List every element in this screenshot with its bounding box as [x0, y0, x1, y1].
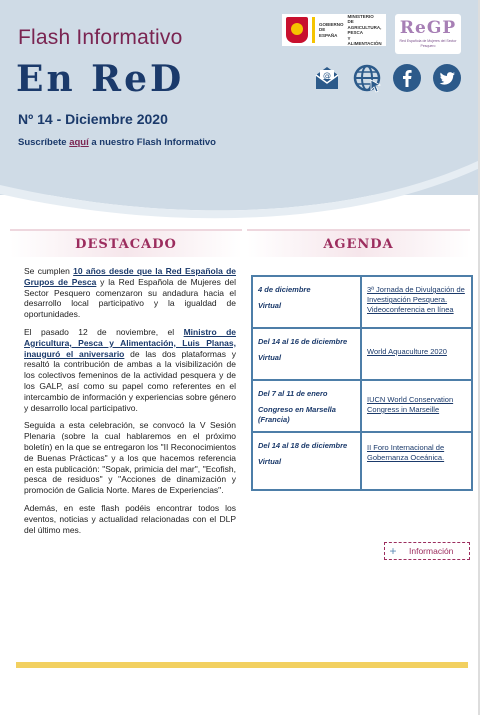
p1-text-b: y la Red Española de Mujeres del Sector Pesquero comenzaron su andadura hacia el desarrollo local participativo y la igualdad de oportunidades.	[24, 276, 236, 320]
destacado-paragraph-1	[24, 266, 236, 320]
email-icon[interactable]	[312, 63, 342, 93]
destacado-paragraph-3: Seguida a esta celebración, se convocó la V Sesión Plenaria (sobre la cual hablaremos en el próximo boletín) en la que se entregaron los "II Reconocimientos de Buenas Prácticas" y a los que hacemos referencia en esta publicación: "Sopak, primicia del mar", "Ecofish, pesca de residuos" y "Acciones de dinamización y promoción de Galicia Norte. Mares de Experiencias".	[24, 420, 236, 496]
agenda-row	[253, 433, 471, 489]
regp-logo-sub: Red Española de Mujeres del Sector Pesquero	[399, 39, 457, 48]
twitter-icon[interactable]	[432, 63, 462, 93]
more-information-label: Información	[409, 546, 454, 556]
agenda-event-link[interactable]: II Foro Internacional de Gobernanza Oceánica.	[367, 443, 445, 462]
gov-line1: GOBIERNO	[319, 21, 344, 27]
header-wave	[0, 150, 480, 230]
agenda-event-link[interactable]: IUCN World Conservation Congress in Marseille	[367, 395, 454, 414]
agenda-date-cell	[253, 329, 362, 379]
gov-line2: DE ESPAÑA	[319, 27, 338, 38]
minister-link[interactable]: Ministro de Agricultura, Pesca y Alimentación, Luis Planas, inauguró el aniversario	[24, 326, 236, 359]
flash-title: Flash Informativo	[18, 26, 183, 49]
web-icon[interactable]	[352, 63, 382, 93]
agenda-date-cell	[253, 433, 362, 489]
agenda-event-link[interactable]: World Aquaculture 2020	[367, 347, 447, 356]
subscribe-link[interactable]: aquí	[69, 137, 89, 148]
p1-text-a: Se cumplen	[24, 266, 74, 276]
plus-icon: +	[389, 544, 397, 558]
subscribe-post: a nuestro Flash Informativo	[88, 137, 216, 148]
brand-red: ReD	[91, 58, 185, 100]
brand-en: En	[16, 58, 92, 100]
p2-text-a: El pasado 12 de noviembre, el	[24, 326, 184, 337]
agenda-heading: AGENDA	[247, 229, 470, 257]
destacado-heading: DESTACADO	[10, 229, 242, 257]
ministry-logo-text	[348, 14, 382, 47]
footer-divider	[16, 662, 468, 668]
agenda-location: Virtual	[258, 457, 282, 466]
government-shield-icon	[286, 17, 308, 43]
agenda-location: Virtual	[258, 353, 282, 362]
destacado-paragraph-2	[24, 327, 236, 413]
gov-line5: Y ALIMENTACIÓN	[347, 35, 382, 46]
agenda-date: 4 de diciembre	[258, 285, 311, 294]
agenda-location: Virtual	[258, 301, 282, 310]
agenda-table	[251, 275, 473, 491]
agenda-location: Congreso en Marsella (Francia)	[258, 405, 336, 424]
gov-line4: DE AGRICULTURA, PESCA	[347, 19, 382, 35]
government-logo	[282, 14, 386, 46]
social-icons	[312, 63, 462, 95]
p2-text-b: de las dos plataformas y resaltó la contribución de ambas a la visibilización de los colectivos femeninos de la actividad pesquera y de los GALP, así como su papel como referentes en el intercambio de información y experiencias sobre género y desarrollo local participativo.	[24, 348, 237, 413]
destacado-body	[24, 266, 236, 542]
agenda-date: Del 14 al 18 de diciembre	[258, 441, 348, 450]
svg-text:@: @	[323, 71, 331, 80]
regp-logo-word: ReGP	[399, 18, 457, 38]
more-information-button[interactable]	[384, 542, 470, 560]
regp-logo	[395, 14, 461, 54]
brand-title	[16, 58, 184, 100]
anniversary-link[interactable]: 10 años desde que la Red Española de Grupos de Pesca	[24, 266, 237, 287]
facebook-icon[interactable]	[392, 63, 422, 93]
agenda-date-cell	[253, 381, 362, 431]
agenda-row	[253, 381, 471, 433]
government-logo-bar	[312, 17, 315, 43]
agenda-row	[253, 329, 471, 381]
subscribe-line	[18, 137, 216, 148]
agenda-row	[253, 277, 471, 329]
agenda-date-cell	[253, 277, 362, 327]
agenda-date: Del 7 al 11 de enero	[258, 389, 328, 398]
government-logo-text	[319, 22, 344, 39]
gov-line3: MINISTERIO	[347, 13, 374, 19]
issue-number: Nº 14 - Diciembre 2020	[18, 111, 168, 127]
destacado-paragraph-4: Además, en este flash podéis encontrar todos los eventos, noticias y actualidad relacionadas con el DLP del último mes.	[24, 502, 236, 535]
subscribe-pre: Suscríbete	[18, 137, 70, 148]
agenda-event-link[interactable]: 3ª Jornada de Divulgación de Investigación Pesquera. Videoconferencia en línea	[367, 285, 465, 314]
agenda-date: Del 14 al 16 de diciembre	[258, 337, 348, 346]
